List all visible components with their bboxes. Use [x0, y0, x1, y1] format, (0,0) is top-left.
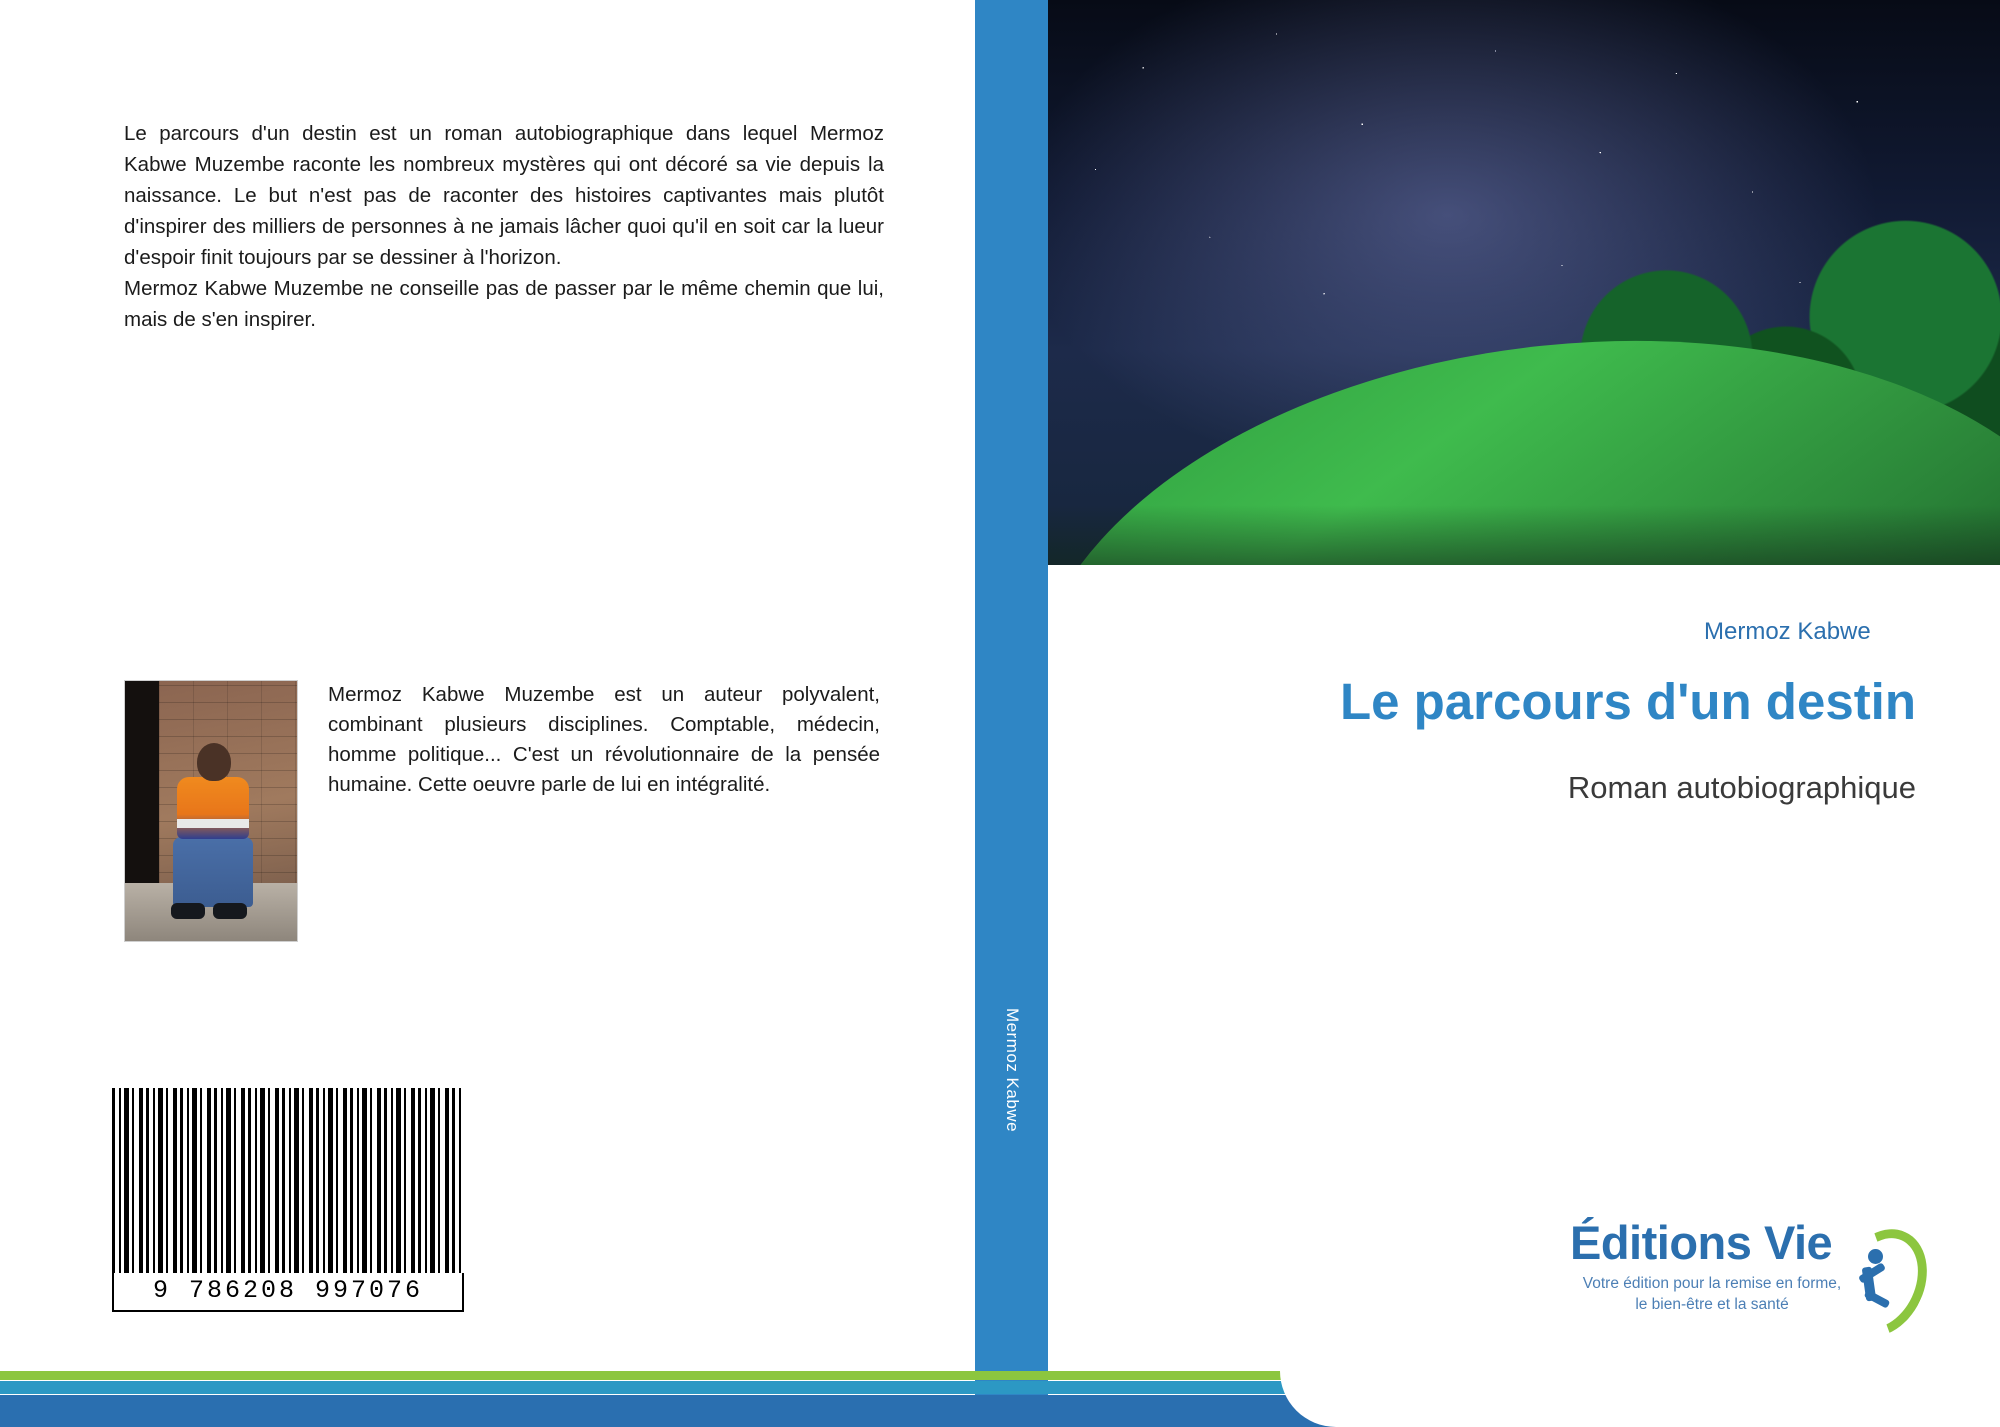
photo-person-shoe-left — [171, 903, 205, 919]
bottom-stripes — [0, 1355, 2000, 1427]
cover-subtitle: Roman autobiographique — [1567, 770, 1916, 805]
barcode-number: 9 786208 997076 — [112, 1273, 464, 1312]
publisher-tagline: Votre édition pour la remise en forme, le bien-être et la santé — [1582, 1275, 1842, 1313]
figure-head-icon — [1868, 1249, 1883, 1264]
back-cover-blurb — [124, 118, 884, 335]
publisher-logo — [1570, 1215, 1930, 1335]
cover-photo-night-forest — [1048, 0, 2000, 565]
cover-author-name: Mermoz Kabwe — [1704, 618, 1871, 645]
photo-person-legs — [173, 837, 253, 907]
spine-author-label: Mermoz Kabwe — [1002, 1007, 1022, 1133]
photo-tree-canopy — [1048, 0, 1488, 120]
blurb-paragraph-2: Mermoz Kabwe Muzembe ne conseille pas de passer par le même chemin que lui, mais de s'en inspirer. — [124, 277, 884, 331]
photo-person-torso — [177, 777, 249, 839]
barcode — [112, 1088, 464, 1312]
photo-person-shoe-right — [213, 903, 247, 919]
photo-bottom-fade — [1048, 505, 2000, 565]
author-bio: Mermoz Kabwe Muzembe est un auteur polyvalent, combinant plusieurs disciplines. Comptable, médecin, homme politique... C'est un révolutionnaire de la pensée humaine. Cette oeuvre parle de lui en intégralité. — [328, 683, 880, 796]
swoosh-icon — [1820, 1214, 1943, 1351]
photo-person-stripe — [177, 819, 249, 828]
stripe-wave-cutout — [1280, 1371, 2000, 1427]
back-cover — [0, 0, 975, 1427]
author-block — [124, 680, 884, 942]
author-photo — [124, 680, 298, 942]
publisher-name: Éditions Vie — [1570, 1216, 1833, 1269]
barcode-bars — [112, 1088, 464, 1273]
front-cover — [1048, 0, 2000, 1427]
blurb-paragraph-1: Le parcours d'un destin est un roman autobiographique dans lequel Mermoz Kabwe Muzembe raconte les nombreux mystères qui ont décoré sa vie depuis la naissance. Le but n'est pas de raconter des histoires captivantes mais plutôt d'inspirer des milliers de personnes à ne jamais lâcher quoi qu'il en soit car la lueur d'espoir finit toujours par se dessiner à l'horizon. — [124, 122, 884, 269]
photo-person-head — [197, 743, 231, 781]
publisher-figure-icon — [1834, 1219, 1912, 1327]
book-spine — [975, 0, 1048, 1427]
cover-title: Le parcours d'un destin — [1339, 673, 1916, 730]
